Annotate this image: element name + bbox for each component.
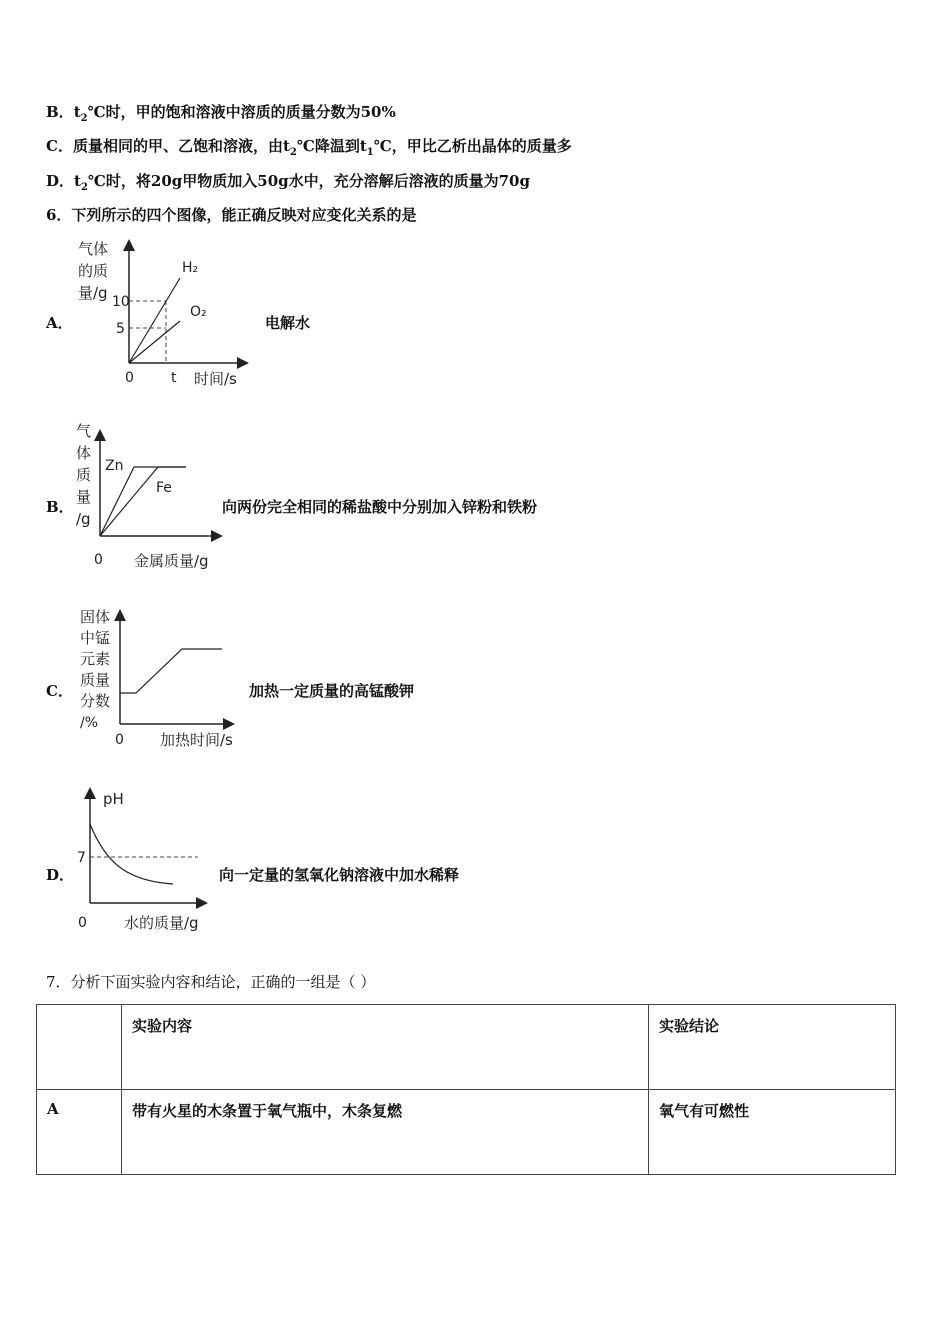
option-b-line: B．$t_2℃$时，甲的饱和溶液中溶质的质量分数为50% bbox=[46, 103, 396, 124]
y-label-line2: 的质 bbox=[78, 262, 109, 280]
origin-label: 0 bbox=[115, 732, 124, 748]
y-tick-7: 7 bbox=[77, 850, 86, 866]
series-label-o2: O₂ bbox=[190, 304, 207, 320]
origin-label: 0 bbox=[94, 552, 103, 568]
table-header-row bbox=[37, 1005, 896, 1090]
y-label-line3: 量/g bbox=[78, 284, 108, 302]
x-axis-label: 水的质量/g bbox=[124, 914, 199, 932]
series-line-h2 bbox=[129, 278, 180, 363]
q6-option-a-letter: A． bbox=[46, 314, 73, 332]
graph-ph-dilution bbox=[70, 786, 230, 936]
y-label-line4: 质量 bbox=[80, 671, 111, 689]
q6-option-c-letter: C． bbox=[46, 682, 73, 700]
question-6-stem: 6．下列所示的四个图像，能正确反映对应变化关系的是 bbox=[46, 206, 417, 224]
q6-option-a-caption: 电解水 bbox=[265, 314, 311, 332]
series-line-mn-fraction bbox=[120, 649, 222, 693]
series-label-zn: Zn bbox=[105, 458, 124, 474]
y-axis-label: pH bbox=[103, 790, 124, 808]
series-line-zn bbox=[100, 467, 186, 536]
graph-electrolysis bbox=[70, 236, 260, 391]
question-7-stem: 7．分析下面实验内容和结论，正确的一组是（ ） bbox=[46, 973, 376, 991]
graph-permanganate bbox=[72, 604, 252, 754]
x-tick-t: t bbox=[171, 370, 177, 386]
option-c-line: C．质量相同的甲、乙饱和溶液，由$t_2℃$降温到$t_1℃$，甲比乙析出晶体的质量多 bbox=[46, 137, 572, 158]
series-line-o2 bbox=[129, 321, 180, 363]
option-d-line: D．$t_2℃$时，将20g甲物质加入50g水中，充分溶解后溶液的质量为70g bbox=[46, 172, 530, 193]
x-axis-label: 时间/s bbox=[194, 370, 237, 388]
q6-option-b-caption: 向两份完全相同的稀盐酸中分别加入锌粉和铁粉 bbox=[222, 498, 538, 516]
y-label-char3: 质 bbox=[76, 466, 92, 484]
y-tick-10: 10 bbox=[112, 294, 130, 310]
header-cell-blank bbox=[37, 1005, 122, 1090]
series-label-h2: H₂ bbox=[182, 260, 199, 276]
q6-option-c-caption: 加热一定质量的高锰酸钾 bbox=[249, 682, 415, 700]
header-cell-content: 实验内容 bbox=[122, 1005, 649, 1090]
y-label-line1: 固体 bbox=[80, 608, 111, 626]
origin-label: 0 bbox=[125, 370, 134, 386]
q6-option-d-letter: D． bbox=[46, 866, 75, 884]
row-content: 带有火星的木条置于氧气瓶中，木条复燃 bbox=[122, 1090, 649, 1175]
y-label-line2: 中锰 bbox=[80, 629, 111, 647]
y-label-char1: 气 bbox=[76, 422, 92, 440]
row-conclusion: 氧气有可燃性 bbox=[649, 1090, 896, 1175]
y-label-char5: /g bbox=[76, 510, 91, 528]
y-label-line6: /% bbox=[80, 715, 99, 731]
graph-zinc-iron bbox=[70, 418, 230, 573]
origin-label: 0 bbox=[78, 915, 87, 931]
y-label-char2: 体 bbox=[76, 444, 92, 462]
y-label-line3: 元素 bbox=[80, 650, 111, 668]
x-axis-label: 加热时间/s bbox=[160, 731, 233, 749]
table-row bbox=[37, 1090, 896, 1175]
y-label-line5: 分数 bbox=[80, 692, 111, 710]
x-axis-label: 金属质量/g bbox=[134, 552, 209, 570]
q6-option-d-caption: 向一定量的氢氧化钠溶液中加水稀释 bbox=[219, 866, 460, 884]
y-label-line1: 气体 bbox=[78, 240, 109, 258]
header-cell-conclusion: 实验结论 bbox=[649, 1005, 896, 1090]
series-label-fe: Fe bbox=[156, 480, 172, 496]
y-tick-5: 5 bbox=[116, 321, 125, 337]
series-curve-ph bbox=[90, 824, 173, 884]
series-line-fe bbox=[100, 467, 186, 536]
experiment-table bbox=[36, 1004, 896, 1175]
row-label: A bbox=[37, 1090, 122, 1175]
y-label-char4: 量 bbox=[76, 488, 92, 506]
q6-option-b-letter: B． bbox=[46, 498, 74, 516]
